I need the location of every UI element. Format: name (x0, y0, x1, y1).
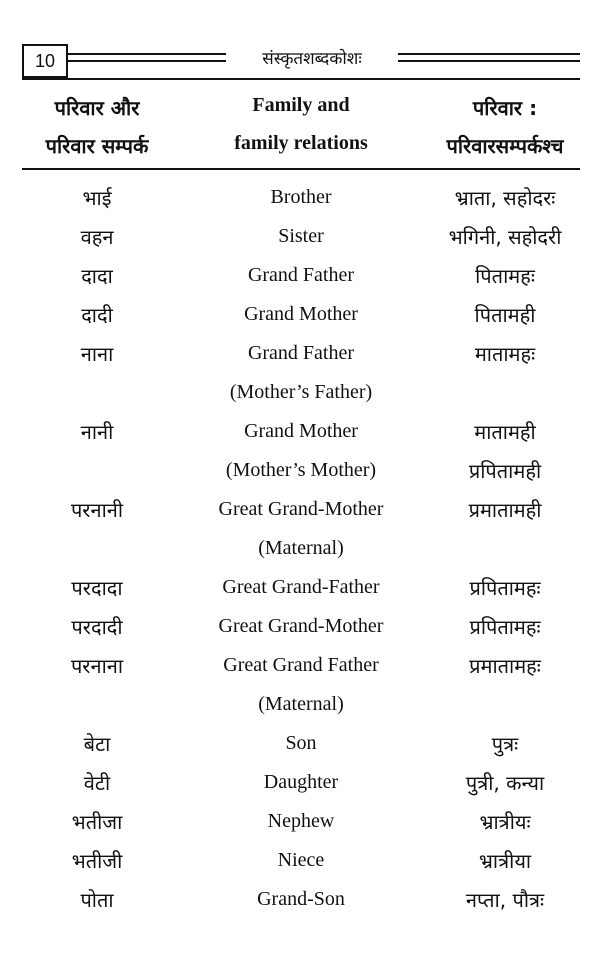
table-row (22, 217, 580, 256)
column-headers-line1 (22, 94, 580, 121)
english-term: Brother (270, 186, 332, 208)
sanskrit-term: प्रमातामही (468, 498, 542, 522)
table-row (22, 451, 580, 490)
hindi-term: परनानी (70, 498, 124, 522)
english-term: Grand Mother (244, 420, 358, 442)
hindi-header-line1: परिवार और (54, 96, 140, 120)
hindi-term: भतीजी (71, 849, 123, 873)
sanskrit-term: भगिनी, सहोदरी (448, 225, 562, 249)
hindi-term: दादा (81, 264, 113, 288)
english-term: Nephew (267, 810, 335, 832)
hindi-term: परदादी (71, 615, 123, 639)
table-row (22, 334, 580, 373)
sanskrit-term: प्रपितामहः (469, 615, 541, 639)
header-rule-left-bottom (68, 60, 226, 62)
header-rule-right-top (398, 53, 580, 55)
english-term: Grand Father (247, 342, 355, 364)
table-row (22, 880, 580, 919)
header-rule-right-bottom (398, 60, 580, 62)
english-term: Niece (277, 849, 325, 871)
english-term: (Mother’s Mother) (225, 459, 377, 481)
table-row (22, 646, 580, 685)
hindi-term: वहन (80, 225, 114, 249)
table-row (22, 724, 580, 763)
english-term: Grand-Son (257, 888, 345, 910)
table-row (22, 607, 580, 646)
sanskrit-term: प्रपितामही (468, 459, 542, 483)
table-row (22, 256, 580, 295)
sanskrit-term: नप्ता, पौत्रः (465, 888, 545, 912)
english-term: Great Grand Father (223, 654, 379, 676)
english-term: Grand Mother (244, 303, 358, 325)
sanskrit-term: पुत्रः (491, 732, 519, 756)
table-row (22, 685, 580, 724)
page-header (22, 44, 580, 80)
sanskrit-header-line2: परिवारसम्पर्कश्च (446, 134, 564, 158)
sanskrit-term: मातामहः (474, 342, 536, 366)
hindi-term: बेटा (83, 732, 111, 756)
sanskrit-term: पुत्री, कन्या (465, 771, 545, 795)
english-term: Great Grand-Mother (218, 615, 384, 637)
sanskrit-header-line1: परिवार : (472, 96, 538, 120)
column-headers-line2 (22, 132, 580, 159)
english-term: Grand Father (247, 264, 355, 286)
table-row (22, 295, 580, 334)
header-rule-left-top (68, 53, 226, 55)
table-row (22, 373, 580, 412)
sanskrit-term: भ्रात्रीयः (479, 810, 531, 834)
english-term: (Maternal) (258, 537, 344, 559)
sanskrit-term: मातामही (474, 420, 536, 444)
table-row (22, 802, 580, 841)
table-row (22, 412, 580, 451)
english-term: Great Grand-Father (222, 576, 380, 598)
sanskrit-term: भ्राता, सहोदरः (454, 186, 556, 210)
hindi-header-line2: परिवार सम्पर्क (45, 134, 149, 158)
table-row (22, 568, 580, 607)
header-title: संस्कृतशब्दकोशः (262, 49, 362, 69)
sanskrit-term: प्रपितामहः (469, 576, 541, 600)
hindi-term: नानी (80, 420, 114, 444)
table-row (22, 763, 580, 802)
hindi-term: दादी (81, 303, 113, 327)
english-term: Sister (278, 225, 324, 247)
page-number: 10 (22, 44, 68, 78)
entries-table (22, 178, 580, 919)
table-row (22, 841, 580, 880)
table-header-rule (22, 168, 580, 170)
english-header-line2: family relations (234, 132, 368, 154)
hindi-term: नाना (80, 342, 114, 366)
sanskrit-term: भ्रात्रीया (478, 849, 532, 873)
sanskrit-term: प्रमातामहः (469, 654, 541, 678)
english-header-line1: Family and (252, 94, 350, 116)
sanskrit-term: पितामही (474, 303, 536, 327)
table-row (22, 178, 580, 217)
english-term: Daughter (263, 771, 339, 793)
english-term: Son (285, 732, 317, 754)
hindi-term: भाई (82, 186, 112, 210)
table-row (22, 490, 580, 529)
hindi-term: परदादा (71, 576, 123, 600)
english-term: (Maternal) (258, 693, 344, 715)
sanskrit-term: पितामहः (475, 264, 535, 288)
hindi-term: वेटी (83, 771, 111, 795)
hindi-term: भतीजा (71, 810, 123, 834)
hindi-term: पोता (80, 888, 114, 912)
header-rule-bottom (22, 78, 580, 80)
english-term: (Mother’s Father) (229, 381, 373, 403)
table-row (22, 529, 580, 568)
hindi-term: परनाना (70, 654, 124, 678)
english-term: Great Grand-Mother (218, 498, 384, 520)
